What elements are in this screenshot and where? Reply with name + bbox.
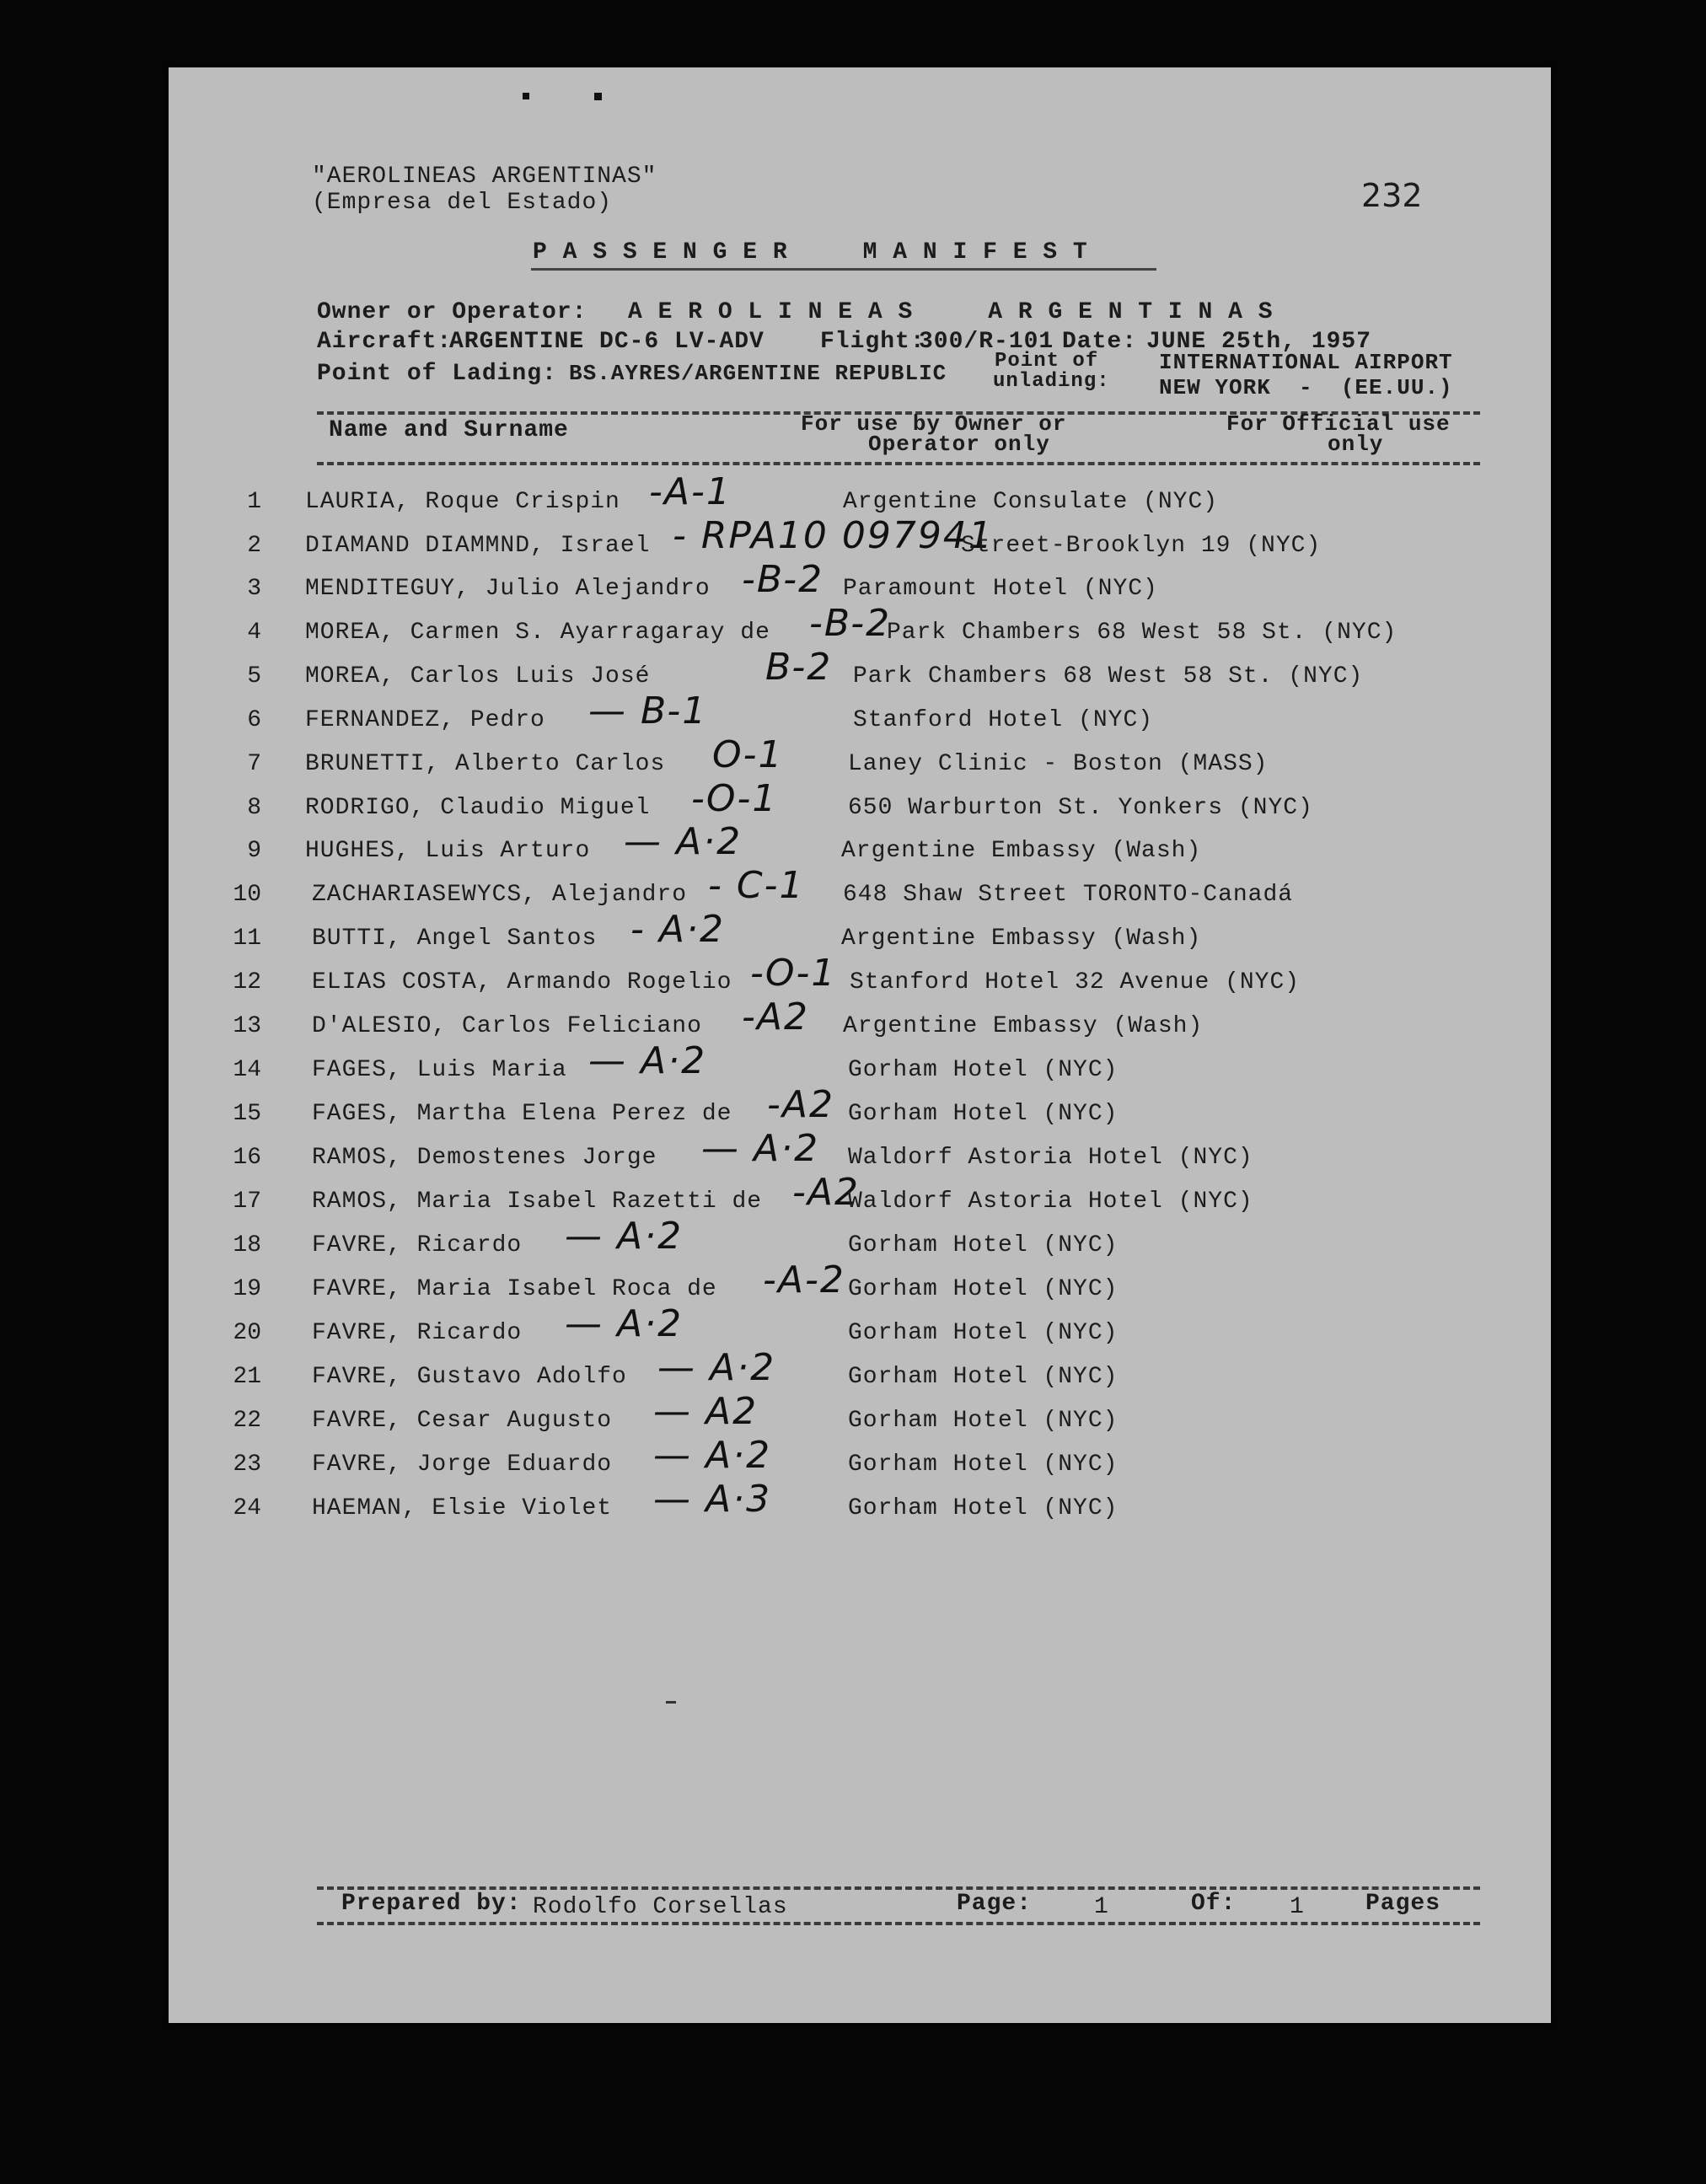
row-number: 4 (247, 620, 261, 646)
unlading-label-2: unlading: (993, 370, 1110, 393)
passenger-address: Gorham Hotel (NYC) (848, 1232, 1119, 1258)
row-number: 3 (247, 576, 261, 602)
column-official-header-2: only (1328, 432, 1384, 457)
handwritten-code: — A·2 (653, 1434, 772, 1477)
passenger-name: HAEMAN, Elsie Violet (312, 1495, 613, 1521)
passenger-address: Stanford Hotel (NYC) (853, 707, 1154, 733)
handwritten-code: - A·2 (630, 908, 725, 951)
row-number: 6 (247, 707, 261, 733)
of-value: 1 (1290, 1894, 1305, 1920)
passenger-name: FERNANDEZ, Pedro (305, 707, 545, 733)
handwritten-code: — A·2 (657, 1346, 776, 1389)
manifest-sheet (169, 67, 1551, 2023)
row-number: 12 (233, 969, 261, 995)
row-number: 1 (247, 489, 261, 515)
passenger-name: FAVRE, Ricardo (312, 1232, 523, 1258)
row-number: 11 (233, 926, 261, 952)
passenger-address: Gorham Hotel (NYC) (848, 1495, 1119, 1521)
handwritten-code: — A·2 (624, 820, 743, 863)
passenger-address: Paramount Hotel (NYC) (843, 576, 1158, 602)
row-number: 13 (233, 1013, 261, 1039)
row-number: 2 (247, 533, 261, 559)
aircraft-value: ARGENTINE DC-6 LV-ADV (449, 329, 764, 355)
handwritten-code: B-2 (765, 646, 833, 689)
handwritten-code: — A·2 (565, 1215, 684, 1258)
of-label: Of: (1191, 1891, 1237, 1917)
page-value: 1 (1094, 1894, 1109, 1920)
passenger-address: Gorham Hotel (NYC) (848, 1452, 1119, 1478)
date-value: JUNE 25th, 1957 (1146, 329, 1372, 355)
ink-speck (594, 93, 602, 100)
passenger-address: Gorham Hotel (NYC) (848, 1320, 1119, 1346)
ink-speck (666, 1701, 676, 1704)
column-operator-header-1: For use by Owner or (801, 411, 1067, 437)
row-number: 18 (233, 1232, 261, 1258)
pages-label: Pages (1365, 1891, 1441, 1917)
document-title: P A S S E N G E R M A N I F E S T (533, 239, 1088, 266)
row-number: 8 (247, 795, 261, 821)
passenger-address: Gorham Hotel (NYC) (848, 1408, 1119, 1434)
passenger-address: Laney Clinic - Boston (MASS) (848, 751, 1269, 777)
handwritten-code: — A·2 (701, 1127, 820, 1170)
row-number: 5 (247, 663, 261, 690)
passenger-name: BRUNETTI, Alberto Carlos (305, 751, 666, 777)
passenger-name: FAGES, Luis Maria (312, 1057, 567, 1083)
flight-label: Flight: (820, 329, 925, 355)
page-label: Page: (957, 1891, 1033, 1917)
passenger-address: Street-Brooklyn 19 (NYC) (961, 533, 1322, 559)
aircraft-label: Aircraft: (317, 329, 453, 355)
row-number: 21 (233, 1364, 261, 1390)
passenger-name: RAMOS, Demostenes Jorge (312, 1145, 657, 1171)
passenger-address: Waldorf Astoria Hotel (NYC) (848, 1145, 1253, 1171)
lading-label: Point of Lading: (317, 361, 557, 387)
passenger-name: FAVRE, Cesar Augusto (312, 1408, 613, 1434)
page-number: 232 (1361, 177, 1423, 214)
handwritten-code: -O-1 (691, 777, 778, 820)
handwritten-code: — A2 (653, 1390, 759, 1433)
unlading-value-1: INTERNATIONAL AIRPORT (1159, 350, 1453, 375)
passenger-address: Argentine Embassy (Wash) (841, 926, 1202, 952)
row-number: 20 (233, 1320, 261, 1346)
column-operator-header-2: Operator only (868, 432, 1050, 457)
prepared-by-label: Prepared by: (341, 1891, 522, 1917)
handwritten-code: — A·2 (565, 1302, 684, 1345)
handwritten-code: -A-2 (763, 1258, 845, 1301)
passenger-name: BUTTI, Angel Santos (312, 926, 598, 952)
passenger-name: MOREA, Carmen S. Ayarragaray de (305, 620, 770, 646)
row-number: 10 (233, 882, 261, 908)
header-rule-bottom (317, 462, 1480, 465)
passenger-address: 648 Shaw Street TORONTO-Canadá (843, 882, 1294, 908)
passenger-name: LAURIA, Roque Crispin (305, 489, 620, 515)
passenger-name: D'ALESIO, Carlos Feliciano (312, 1013, 702, 1039)
passenger-address: 650 Warburton St. Yonkers (NYC) (848, 795, 1313, 821)
company-name: "AEROLINEAS ARGENTINAS" (312, 164, 657, 190)
passenger-name: HUGHES, Luis Arturo (305, 838, 591, 864)
handwritten-code: -A2 (792, 1171, 860, 1214)
handwritten-code: -O-1 (750, 952, 837, 995)
row-number: 24 (233, 1495, 261, 1521)
footer-rule-top (317, 1886, 1480, 1890)
row-number: 17 (233, 1189, 261, 1215)
passenger-address: Argentine Embassy (Wash) (843, 1013, 1204, 1039)
row-number: 14 (233, 1057, 261, 1083)
passenger-name: RAMOS, Maria Isabel Razetti de (312, 1189, 763, 1215)
passenger-address: Gorham Hotel (NYC) (848, 1276, 1119, 1302)
passenger-name: FAVRE, Maria Isabel Roca de (312, 1276, 717, 1302)
title-underline (531, 268, 1156, 271)
handwritten-code: -B-2 (809, 602, 892, 645)
passenger-name: FAVRE, Jorge Eduardo (312, 1452, 613, 1478)
row-number: 23 (233, 1452, 261, 1478)
date-label: Date: (1062, 329, 1138, 355)
passenger-name: RODRIGO, Claudio Miguel (305, 795, 651, 821)
ink-speck (523, 93, 529, 99)
row-number: 7 (247, 751, 261, 777)
passenger-name: FAVRE, Gustavo Adolfo (312, 1364, 627, 1390)
row-number: 16 (233, 1145, 261, 1171)
passenger-name: MOREA, Carlos Luis José (305, 663, 651, 690)
footer-rule-bottom (317, 1922, 1480, 1925)
flight-value: 300/R-101 (919, 329, 1054, 355)
lading-value: BS.AYRES/ARGENTINE REPUBLIC (569, 361, 947, 386)
handwritten-code: - RPA10 097941 (673, 514, 994, 557)
handwritten-code: -A2 (767, 1083, 834, 1126)
owner-label: Owner or Operator: (317, 299, 587, 325)
handwritten-code: — A·2 (588, 1039, 707, 1082)
unlading-label-1: Point of (995, 350, 1099, 373)
prepared-by-value: Rodolfo Corsellas (533, 1894, 788, 1920)
passenger-address: Gorham Hotel (NYC) (848, 1057, 1119, 1083)
passenger-name: ELIAS COSTA, Armando Rogelio (312, 969, 732, 995)
passenger-name: MENDITEGUY, Julio Alejandro (305, 576, 711, 602)
passenger-name: ZACHARIASEWYCS, Alejandro (312, 882, 688, 908)
passenger-address: Park Chambers 68 West 58 St. (NYC) (853, 663, 1364, 690)
row-number: 15 (233, 1101, 261, 1127)
passenger-address: Argentine Embassy (Wash) (841, 838, 1202, 864)
handwritten-code: - C-1 (708, 864, 805, 907)
company-subtitle: (Empresa del Estado) (312, 190, 613, 216)
passenger-address: Argentine Consulate (NYC) (843, 489, 1219, 515)
handwritten-code: — B-1 (588, 690, 708, 732)
owner-value: A E R O L I N E A S A R G E N T I N A S (628, 299, 1274, 325)
passenger-address: Waldorf Astoria Hotel (NYC) (848, 1189, 1253, 1215)
passenger-address: Stanford Hotel 32 Avenue (NYC) (850, 969, 1301, 995)
handwritten-code: O-1 (712, 733, 784, 776)
unlading-value-2: NEW YORK - (EE.UU.) (1159, 375, 1453, 400)
passenger-name: DIAMAND DIAMMND, Israel (305, 533, 651, 559)
handwritten-code: — A·3 (653, 1478, 772, 1521)
column-name-header: Name and Surname (329, 417, 569, 443)
row-number: 22 (233, 1408, 261, 1434)
handwritten-code: -A-1 (649, 470, 732, 513)
row-number: 9 (247, 838, 261, 864)
passenger-name: FAVRE, Ricardo (312, 1320, 523, 1346)
handwritten-code: -A2 (742, 995, 809, 1038)
handwritten-code: -B-2 (742, 558, 824, 601)
column-official-header-1: For Official use (1226, 411, 1451, 437)
passenger-address: Park Chambers 68 West 58 St. (NYC) (887, 620, 1398, 646)
passenger-address: Gorham Hotel (NYC) (848, 1101, 1119, 1127)
passenger-address: Gorham Hotel (NYC) (848, 1364, 1119, 1390)
passenger-name: FAGES, Martha Elena Perez de (312, 1101, 732, 1127)
row-number: 19 (233, 1276, 261, 1302)
